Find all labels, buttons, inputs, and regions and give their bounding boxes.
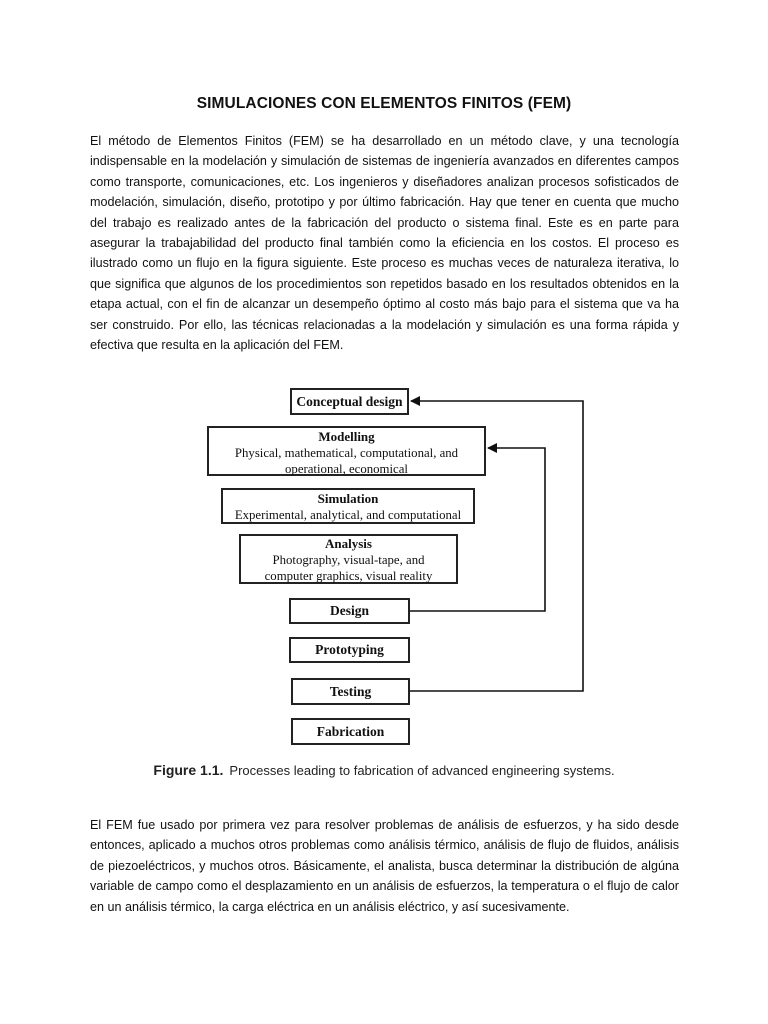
box-testing-title: Testing <box>329 683 372 699</box>
box-modelling-line2: operational, economical <box>285 462 408 476</box>
box-design-title: Design <box>329 603 369 618</box>
box-fabrication-title: Fabrication <box>316 723 385 739</box>
figure-caption <box>0 762 768 778</box>
box-analysis-title: Analysis <box>325 536 372 551</box>
box-analysis-line1: Photography, visual-tape, and <box>272 553 425 567</box>
box-simulation-line1: Experimental, analytical, and computational <box>234 508 462 522</box>
paragraph-intro: El método de Elementos Finitos (FEM) se ha desarrollado en un método clave, y una tecnología indispensable en la modelación y simulación de sistemas de ingeniería avanzados en diferentes campos como transporte, comunicaciones, etc. Los ingenieros y diseñadores analizan procesos sofisticados de modelación, simulación, diseño, prototipo y por último fabricación. Hay que tener en cuenta que mucho del trabajo es realizado antes de la fabricación del producto o sistema final. Este es en parte para asegurar la trabajabilidad del producto final también como la eficiencia en los costos. El proceso es ilustrado como un flujo en la figura siguiente. Este proceso es muchas veces de naturaleza iterativa, lo que significa que algunos de los procedimientos son repetidos basado en los resultados obtenidos en la etapa actual, con el fin de alcanzar un desempeño óptimo al costo más bajo para el sistema que va ha ser construido. Por ello, las técnicas relacionadas a la modelación y simulación es una forma rápida y efectiva que resulta en la aplicación del FEM. <box>90 134 679 353</box>
box-modelling <box>207 426 486 476</box>
box-testing <box>291 678 410 705</box>
paragraph-fem-history: El FEM fue usado por primera vez para resolver problemas de análisis de esfuerzos, y ha sido desde entonces, aplicado a muchos otros problemas como análisis térmico, análisis de flujo de fluidos, análisis de piezoeléctricos, y muchos otros. Básicamente, el analista, busca determinar la distribución de algúna variable de campo como el desplazamiento en un análisis de esfuerzos, la temperatura o el flujo de calor en un análisis térmico, la carga eléctrica en un análisis eléctrico, y así sucesivamente. <box>90 818 679 914</box>
figure-caption-label: Figure 1.1. <box>153 762 224 778</box>
box-fabrication <box>291 718 410 745</box>
document-title: SIMULACIONES CON ELEMENTOS FINITOS (FEM) <box>196 95 572 112</box>
box-prototyping <box>289 637 410 663</box>
box-simulation <box>221 488 475 524</box>
box-design <box>289 598 410 624</box>
figure-caption-text: Processes leading to fabrication of advanced engineering systems. <box>229 763 615 778</box>
box-modelling-title: Modelling <box>318 429 375 444</box>
box-conceptual-design-title: Conceptual design <box>296 393 403 409</box>
box-prototyping-title: Prototyping <box>315 642 384 657</box>
box-modelling-line1: Physical, mathematical, computational, and <box>234 446 459 460</box>
box-simulation-title: Simulation <box>317 491 379 506</box>
box-analysis <box>239 534 458 584</box>
box-conceptual-design <box>290 388 409 415</box>
box-analysis-line2: computer graphics, visual reality <box>264 569 433 583</box>
